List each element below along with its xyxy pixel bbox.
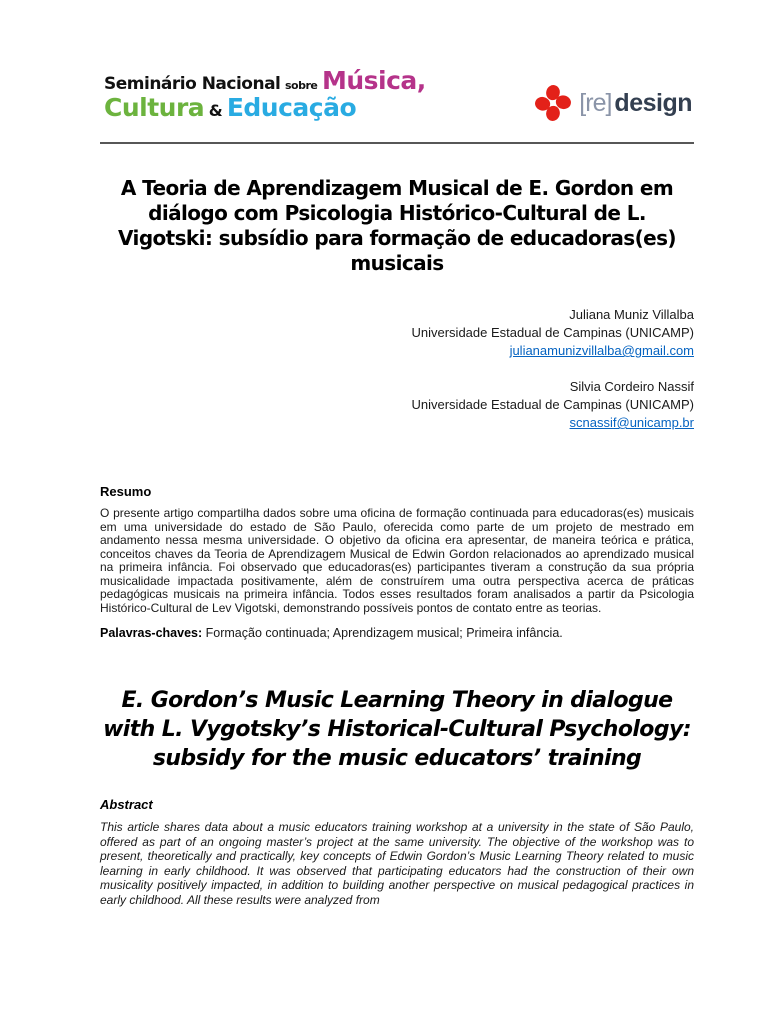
author-2 [100, 378, 694, 432]
abstract-text: This article shares data about a music educators training workshop at a university in the state of São Paulo, offered as part of an ongoing master’s project at the same university. The objective of the workshop was to present, theoretically and practically, key concepts of Edwin Gordon’s Music Learning Theory related to music learning in early childhood. It was observed that participating educators had the construction of their own musicality positively impacted, in addition to building another perspective on musical pedagogical practices in early childhood. All these results were analyzed from [100, 820, 694, 907]
clover-flower-icon [533, 83, 573, 123]
redesign-logo-bracket-text: [re] [579, 88, 612, 117]
abstract-heading: Abstract [100, 797, 153, 812]
resumo-text: O presente artigo compartilha dados sobre uma oficina de formação continuada para educadoras(es) musicais em uma universidade do estado de São Paulo, oferecida como parte de um projeto de mestrado em andamento nessa mesma universidade. O objetivo da oficina era apresentar, de maneira teórica e prática, conceitos chaves da Teoria de Aprendizagem Musical de Edwin Gordon relacionados ao aprendizado musical na primeira infância. Foi observado que educadoras(es) participantes tiveram a construção da sua própria musicalidade impactada positivamente, além de construírem uma outra perspectiva acerca de práticas pedagógicas musicais na primeira infância. Todos esses resultados foram analisados a partir da Psicologia Histórico-Cultural de Lev Vigotski, demonstrando possíveis pontos de contato entre as teorias. [100, 506, 694, 615]
author-1-affiliation: Universidade Estadual de Campinas (UNICAMP) [411, 325, 694, 340]
seminario-logo-main-text: Seminário Nacional [104, 74, 281, 94]
author-1-name: Juliana Muniz Villalba [569, 307, 694, 322]
abstract-section [100, 797, 694, 907]
seminario-logo-line1 [104, 68, 426, 93]
keywords-text: Formação continuada; Aprendizagem musical; Primeira infância. [205, 626, 563, 640]
article-title-pt: A Teoria de Aprendizagem Musical de E. Gordon em diálogo com Psicologia Histórico-Cultural de L. Vigotski: subsídio para formação de educadoras(es) musicais [118, 176, 676, 275]
author-2-email-link[interactable]: scnassif@unicamp.br [569, 415, 694, 430]
header-divider [100, 142, 694, 144]
resumo-heading: Resumo [100, 484, 152, 499]
author-2-affiliation: Universidade Estadual de Campinas (UNICAMP) [411, 397, 694, 412]
author-1-email-link[interactable]: julianamunizvillalba@gmail.com [509, 343, 694, 358]
author-2-name: Silvia Cordeiro Nassif [569, 379, 694, 394]
seminario-logo-educacao-text: Educação [226, 93, 357, 122]
seminario-logo-cultura-text: Cultura [104, 93, 205, 122]
seminario-logo-musica-text: Música, [321, 66, 426, 95]
redesign-logo-bold-text: design [614, 88, 692, 117]
seminario-logo [104, 68, 426, 120]
authors-block [100, 306, 694, 432]
seminario-logo-line2 [104, 95, 426, 120]
author-1 [100, 306, 694, 360]
keywords-line [100, 626, 694, 640]
keywords-label: Palavras-chaves: [100, 626, 203, 640]
resumo-section [100, 484, 694, 640]
header [100, 58, 694, 130]
seminario-logo-ampersand: & [208, 101, 223, 120]
redesign-logo [533, 83, 692, 123]
article-title-en: E. Gordon’s Music Learning Theory in dialogue with L. Vygotsky’s Historical-Cultural Psychology: subsidy for the music educators’ training [103, 688, 691, 771]
seminario-logo-sobre-text: sobre [284, 79, 318, 92]
